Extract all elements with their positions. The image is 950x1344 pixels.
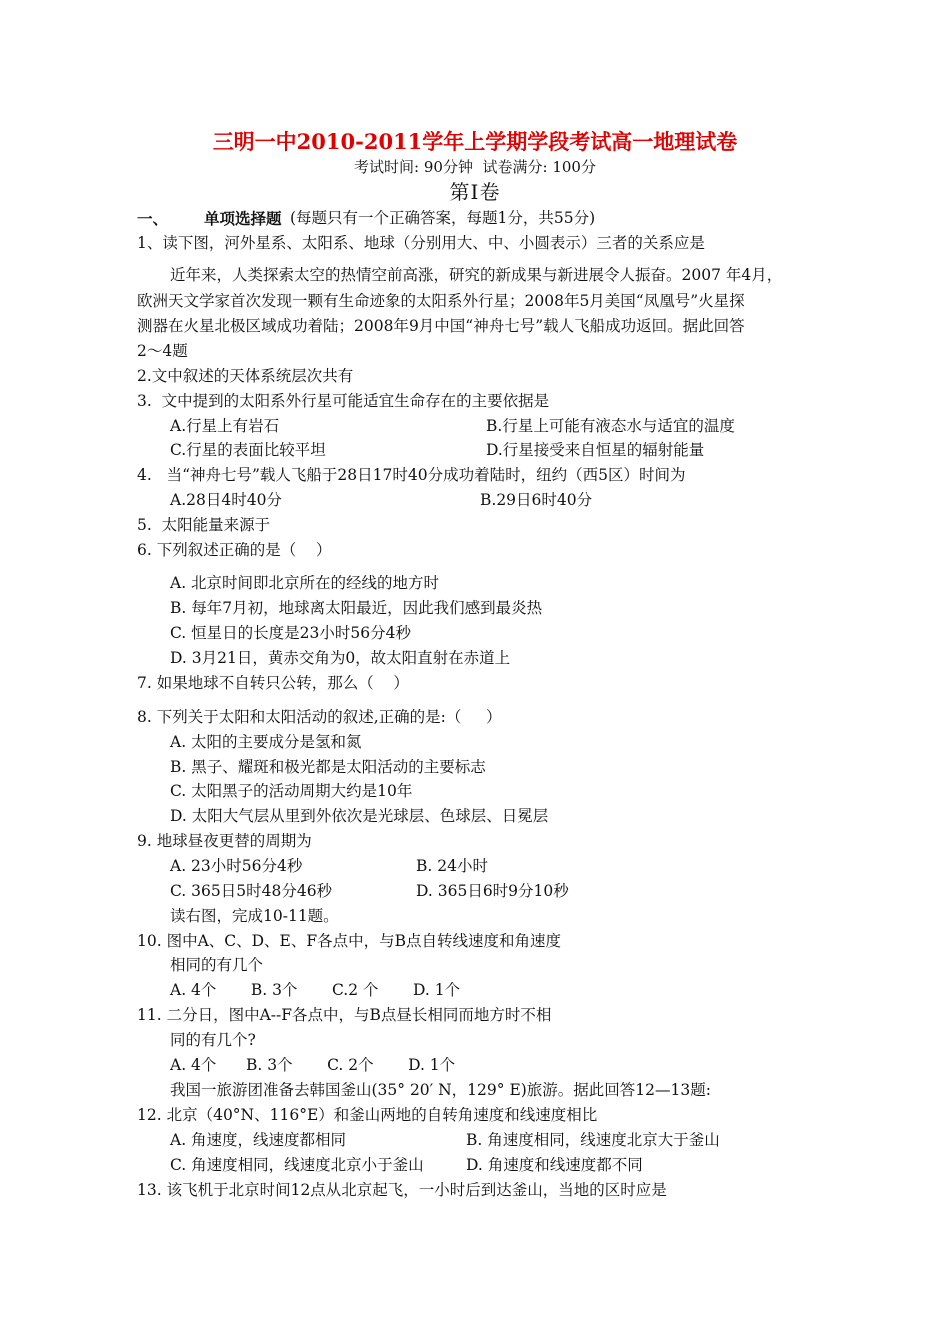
question-3: 3. 文中提到的太阳系外行星可能适宜生命存在的主要依据是 [137,392,550,410]
option-b: B. 角速度相同，线速度北京大于釜山 [466,1131,720,1149]
question-12: 12. 北京（40°N、116°E）和釜山两地的自转角速度和线速度相比 [137,1106,598,1124]
passage-line: 2～4题 [137,342,188,360]
option-d: D. 太阳大气层从里到外依次是光球层、色球层、日冕层 [170,807,549,825]
option-d: D.行星接受来自恒星的辐射能量 [486,441,705,459]
option-c: C. 角速度相同，线速度北京小于釜山 [170,1156,424,1174]
page-title: 三明一中2010-2011学年上学期学段考试高一地理试卷 [212,129,738,154]
passage-line: 近年来，人类探索太空的热情空前高涨，研究的新成果与新进展令人振奋。2007 年4月， [170,266,783,284]
option-b: B.行星上可能有液态水与适宜的温度 [486,417,735,435]
option-a: A. 北京时间即北京所在的经线的地方时 [170,574,440,592]
question-6: 6. 下列叙述正确的是（ ） [137,541,332,559]
options-row: A. 4个 B. 3个 C.2 个 D. 1个 [170,981,461,999]
question-13: 13. 该飞机于北京时间12点从北京起飞，一小时后到达釜山，当地的区时应是 [137,1181,667,1199]
section-note: (每题只有一个正确答案，每题1分，共55分) [290,209,596,227]
option-d: D. 角速度和线速度都不同 [466,1156,643,1174]
volume-heading: 第Ⅰ卷 [449,180,501,204]
question-11: 11. 二分日，图中A--F各点中，与B点昼长相同而地方时不相 [137,1006,552,1024]
question-5: 5. 太阳能量来源于 [137,516,271,534]
option-c: C.行星的表面比较平坦 [170,441,326,459]
question-7: 7. 如果地球不自转只公转，那么（ ） [137,674,409,692]
question-1: 1、读下图，河外星系、太阳系、地球（分别用大、中、小圆表示）三者的关系应是 [137,234,705,252]
question-9: 9. 地球昼夜更替的周期为 [137,832,312,850]
option-d: D. 3月21日，黄赤交角为0，故太阳直射在赤道上 [170,649,511,667]
question-11-cont: 同的有几个? [170,1031,256,1049]
section-label: 单项选择题 [204,209,282,228]
option-a: A. 太阳的主要成分是氢和氮 [170,733,362,751]
question-4: 4. 当“神舟七号”载人飞船于28日17时40分成功着陆时，纽约（西5区）时间为 [137,466,686,484]
option-a: A. 角速度，线速度都相同 [170,1131,347,1149]
option-c: C. 恒星日的长度是23小时56分4秒 [170,624,411,642]
option-d: D. 365日6时9分10秒 [416,882,569,900]
option-a: A.28日4时40分 [170,491,282,509]
option-a: A.行星上有岩石 [170,417,280,435]
question-10-cont: 相同的有几个 [170,956,264,974]
option-b: B. 黑子、耀斑和极光都是太阳活动的主要标志 [170,758,486,776]
option-a: A. 23小时56分4秒 [170,857,303,875]
question-8: 8. 下列关于太阳和太阳活动的叙述,正确的是:（ ） [137,708,502,726]
option-b: B. 每年7月初，地球离太阳最近，因此我们感到最炎热 [170,599,543,617]
exam-info: 考试时间: 90分钟 试卷满分: 100分 [354,158,596,176]
question-2: 2.文中叙述的天体系统层次共有 [137,367,354,385]
travel-passage: 我国一旅游团准备去韩国釜山(35° 20′ N，129° E)旅游。据此回答12—13题: [170,1081,711,1099]
reading-instruction: 读右图，完成10-11题。 [170,907,339,925]
option-c: C. 太阳黑子的活动周期大约是10年 [170,782,413,800]
passage-line: 测器在火星北极区域成功着陆；2008年9月中国“神舟七号”载人飞船成功返回。据此回答 [137,317,745,335]
question-10: 10. 图中A、C、D、E、F各点中，与B点自转线速度和角速度 [137,932,562,950]
option-c: C. 365日5时48分46秒 [170,882,333,900]
section-number: 一、 [137,209,169,228]
option-b: B. 24小时 [416,857,488,875]
passage-line: 欧洲天文学家首次发现一颗有生命迹象的太阳系外行星；2008年5月美国“凤凰号”火星探 [137,292,745,310]
option-b: B.29日6时40分 [480,491,593,509]
options-row: A. 4个 B. 3个 C. 2个 D. 1个 [170,1056,456,1074]
